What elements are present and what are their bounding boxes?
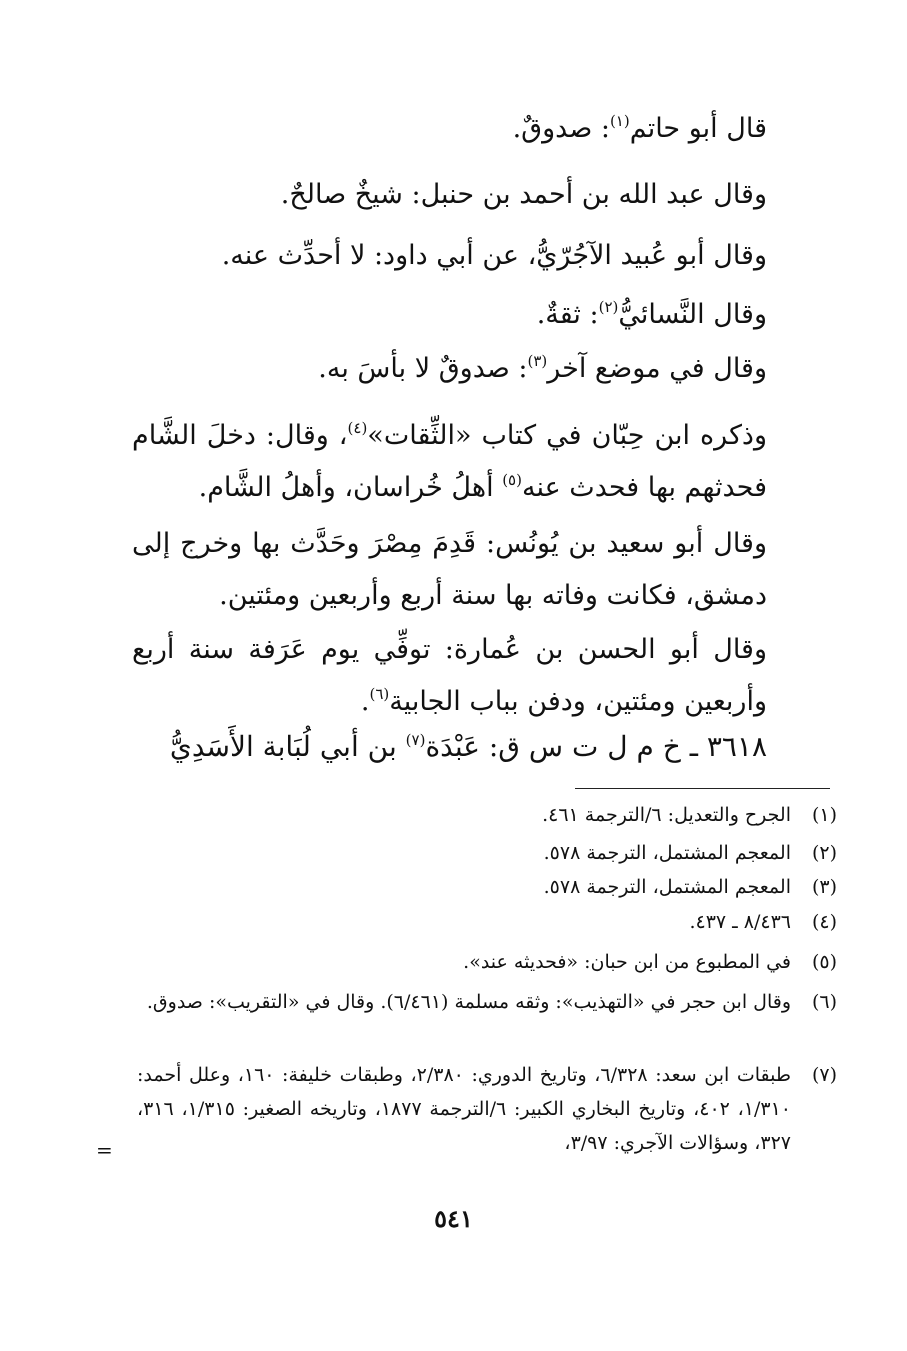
footnote-ref[interactable]: (٦) (369, 685, 390, 703)
footnote-number: (١) (811, 804, 837, 826)
para-text: أهلُ خُراسان، وأهلُ الشَّام. (198, 472, 503, 503)
footnote-3 (137, 870, 837, 904)
footnote-ref[interactable]: (٧) (405, 731, 426, 749)
line-other-place (318, 350, 767, 388)
footnote-ref[interactable]: (١) (609, 112, 630, 130)
footnote-ref[interactable]: (٥) (502, 471, 522, 489)
para-text: وقال أبو سعيد بن يُونُس: قَدِمَ مِصْرَ وحَدَّث بها وخرج إلى دمشق، فكانت وفاته بها سنة أربع وأربعين ومئتين. (132, 528, 767, 611)
para-text: . (360, 686, 370, 717)
line-text: وقال أبو عُبيد الآجُرّيُّ، عن أبي داود: لا أحدِّث عنه. (221, 240, 767, 271)
line-ajurri (222, 237, 767, 275)
footnote-text: ٨/٤٣٦ ـ ٤٣٧. (689, 911, 791, 933)
footnote-number: (٥) (811, 951, 837, 973)
entry-text: ٣٦١٨ ـ خ م ل ت س ق: عَبْدَة (425, 730, 767, 763)
entry-heading (170, 728, 767, 766)
footnote-ref[interactable]: (٤) (347, 419, 368, 437)
line-text: قال أبو حاتم (629, 113, 767, 144)
footnote-text: المعجم المشتمل، الترجمة ٥٧٨. (543, 876, 791, 898)
footnote-number: (٣) (811, 876, 837, 898)
paragraph-ibn-yunus (132, 518, 767, 622)
line-text: : ثقةٌ. (536, 299, 599, 330)
footnote-7 (137, 1058, 837, 1160)
line-text: : صدوقٌ لا بأسَ به. (318, 353, 528, 384)
line-text: وقال النَّسائيُّ (618, 299, 767, 330)
continuation-mark: = (96, 1138, 113, 1162)
footnote-text: الجرح والتعديل: ٦/الترجمة ٤٦١. (542, 804, 791, 826)
line-abu-hatim (513, 110, 767, 148)
footnote-text: المعجم المشتمل، الترجمة ٥٧٨. (543, 842, 791, 864)
footnote-number: (٧) (811, 1064, 837, 1086)
footnote-text: وقال ابن حجر في «التهذيب»: وثقه مسلمة (٦/٤٦١). وقال في «التقريب»: صدوق. (146, 991, 791, 1013)
footnote-number: (٤) (811, 911, 837, 933)
line-text: وقال في موضع آخر (547, 353, 767, 384)
footnote-number: (٦) (811, 991, 837, 1013)
page-number: ٥٤١ (434, 1204, 473, 1233)
footnote-5 (137, 945, 837, 979)
footnote-ref[interactable]: (٢) (598, 298, 619, 316)
footnote-divider (575, 788, 830, 789)
para-text: وقال أبو الحسن بن عُمارة: توفِّي يوم عَرَفة سنة أربع وأربعين ومئتين، ودفن بباب الجابية (132, 634, 767, 717)
footnote-number: (٢) (811, 842, 837, 864)
footnote-text: طبقات ابن سعد: ٦/٣٢٨، وتاريخ الدوري: ٢/٣٨٠، وطبقات خليفة: ١٦٠، وعلل أحمد: ١/٣١٠، ٤٠٢، وتاريخ البخاري الكبير: ٦/الترجمة ١٨٧٧، وتاريخه الصغير: ١/٣١٥، ٣١٦، ٣٢٧، وسؤالات الآجري: ٣/٩٧، (137, 1064, 792, 1154)
para-text: ، وقال: دخلَ الشَّام فحدثهم بها فحدث عنه (132, 420, 767, 503)
footnote-4 (137, 905, 837, 939)
line-text: وقال عبد الله بن أحمد بن حنبل: شيخٌ صالحٌ. (280, 179, 767, 210)
footnote-ref[interactable]: (٣) (527, 352, 548, 370)
line-nasai (537, 296, 767, 334)
line-text: : صدوقٌ. (512, 113, 610, 144)
footnote-2 (137, 836, 837, 870)
footnote-1 (137, 798, 837, 832)
line-abdullah (281, 176, 767, 214)
para-text: وذكره ابن حِبّان في كتاب «الثِّقات» (367, 420, 767, 451)
entry-text: بن أبي لُبَابة الأَسَدِيُّ (169, 730, 406, 763)
footnote-6 (137, 985, 837, 1019)
paragraph-ibn-umara (132, 624, 767, 728)
footnote-text: في المطبوع من ابن حبان: «فحديثه عند». (463, 951, 791, 973)
paragraph-ibn-hibban (132, 410, 767, 514)
